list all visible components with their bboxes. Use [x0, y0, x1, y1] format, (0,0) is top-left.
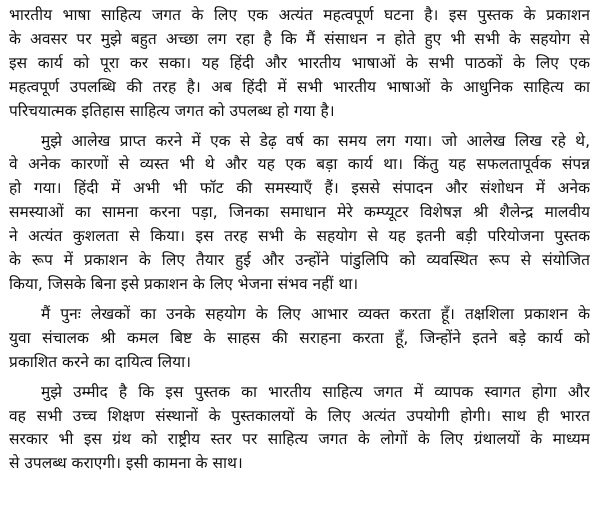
text-line: प्रकाशित करने का दायित्व लिया। [9, 352, 191, 371]
text-line: के अवसर पर मुझे बहुत अच्छा लग रहा है कि मैं संसाधन न होते हुए भी सभी के सहयोग से [9, 29, 590, 48]
text-line: मुझे आलेख प्राप्त करने में एक से डेढ़ वर्ष का समय लग गया। जो आलेख लिख रहे थे, [41, 131, 590, 150]
text-line: परिचयात्मक इतिहास साहित्य जगत को उपलब्ध हो गया है। [9, 101, 335, 120]
paragraph-3 [9, 303, 590, 375]
paragraph-4 [9, 381, 590, 477]
text-line: वे अनेक कारणों से व्यस्त भी थे और यह एक बड़ा कार्य था। किंतु यह सफलतापूर्वक संपन्न [9, 155, 590, 174]
text-line: से उपलब्ध कराएगी। इसी कामना के साथ। [9, 454, 243, 473]
text-line: किया, जिसके बिना इसे प्रकाशन के लिए भेजना संभव नहीं था। [9, 274, 359, 293]
text-line: सरकार भी इस ग्रंथ को राष्ट्रीय स्तर पर साहित्य जगत के लोगों के लिए ग्रंथालयों के माध्यम [9, 430, 590, 449]
paragraph-2 [9, 130, 590, 297]
text-line: के रूप में प्रकाशन के लिए तैयार हुई और उन्होंने पांडुलिपि को व्यवस्थित रूप से संयोजित [9, 251, 590, 270]
text-line: महत्वपूर्ण उपलब्धि की तरह है। अब हिंदी में सभी भारतीय भाषाओं के आधुनिक साहित्य का [9, 77, 590, 96]
text-line: हो गया। हिंदी में अभी भी फॉट की समस्याएँ हैं। इससे संपादन और संशोधन में अनेक [9, 179, 590, 198]
paragraph-1 [9, 4, 590, 124]
text-line: इस कार्य को पूरा कर सका। यह हिंदी और भारतीय भाषाओं के सभी पाठकों के लिए एक [9, 53, 590, 72]
text-line: युवा संचालक श्री कमल बिष्ट के साहस की सराहना करता हूँ, जिन्होंने इतने बड़े कार्य को [9, 328, 590, 347]
text-line: भारतीय भाषा साहित्य जगत के लिए एक अत्यंत महत्वपूर्ण घटना है। इस पुस्तक के प्रकाशन [9, 6, 590, 24]
text-line: समस्याओं का सामना करना पड़ा, जिनका समाधान मेरे कम्प्यूटर विशेषज्ञ श्री शैलेन्द्र मालवीय [9, 203, 590, 222]
text-line: ने अत्यंत कुशलता से किया। इस तरह सभी के सहयोग से यह इतनी बड़ी परियोजना पुस्तक [9, 227, 590, 246]
text-line: मैं पुनः लेखकों का उनके सहयोग के लिए आभार व्यक्त करता हूँ। तक्षशिला प्रकाशन के [41, 304, 590, 323]
text-line: मुझे उम्मीद है कि इस पुस्तक का भारतीय साहित्य जगत में व्यापक स्वागत होगा और [41, 382, 590, 401]
text-line: वह सभी उच्च शिक्षण संस्थानों के पुस्तकालयों के लिए अत्यंत उपयोगी होगी। साथ ही भारत [9, 406, 590, 425]
